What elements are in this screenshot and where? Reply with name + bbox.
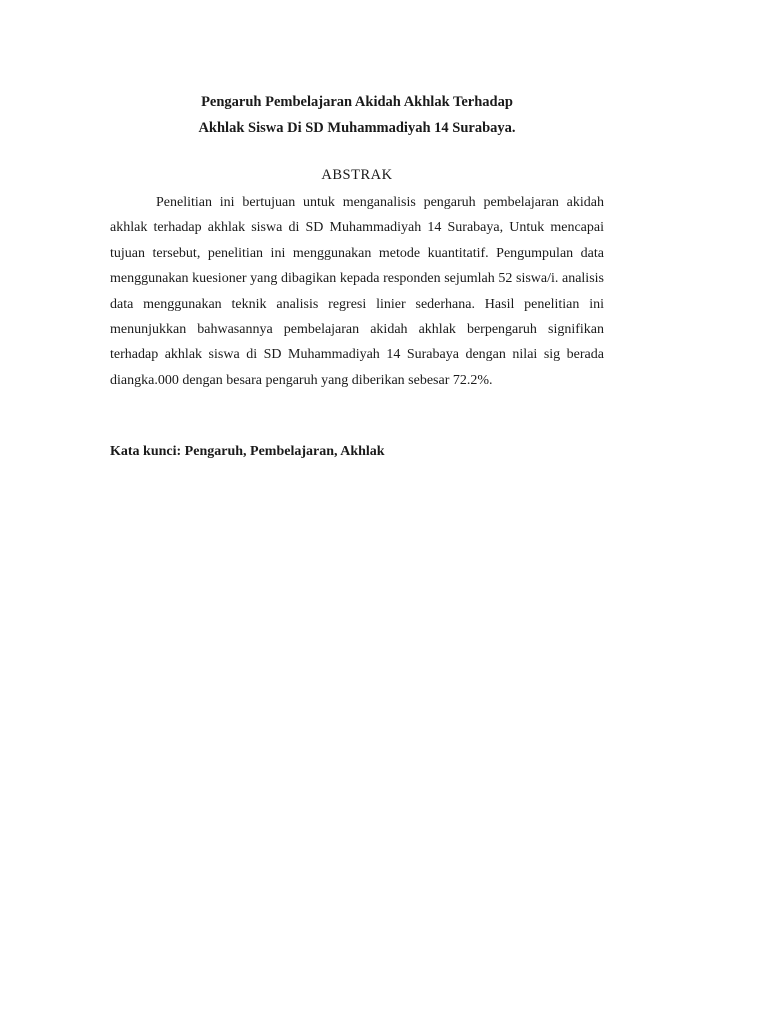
abstract-paragraph: Penelitian ini bertujuan untuk menganalisis pengaruh pembelajaran akidah akhlak terhadap akhlak siswa di SD Muhammadiyah 14 Surabaya, Untuk mencapai tujuan tersebut, penelitian ini menggunakan metode kuantitatif. Pengumpulan data menggunakan kuesioner yang dibagikan kepada responden sejumlah 52 siswa/i. analisis data menggunakan teknik analisis regresi linier sederhana. Hasil penelitian ini menunjukkan bahwasannya pembelajaran akidah akhlak berpengaruh signifikan terhadap akhlak siswa di SD Muhammadiyah 14 Surabaya dengan nilai sig berada diangka.000 dengan besara pengaruh yang diberikan sebesar 72.2%. [110,195,604,388]
paper-title-line-2: Akhlak Siswa Di SD Muhammadiyah 14 Surabaya. [198,120,516,136]
abstract-heading: ABSTRAK [321,167,393,183]
paper-title-line-1: Pengaruh Pembelajaran Akidah Akhlak Terhadap [201,94,513,110]
keywords-line: Kata kunci: Pengaruh, Pembelajaran, Akhlak [110,444,385,459]
